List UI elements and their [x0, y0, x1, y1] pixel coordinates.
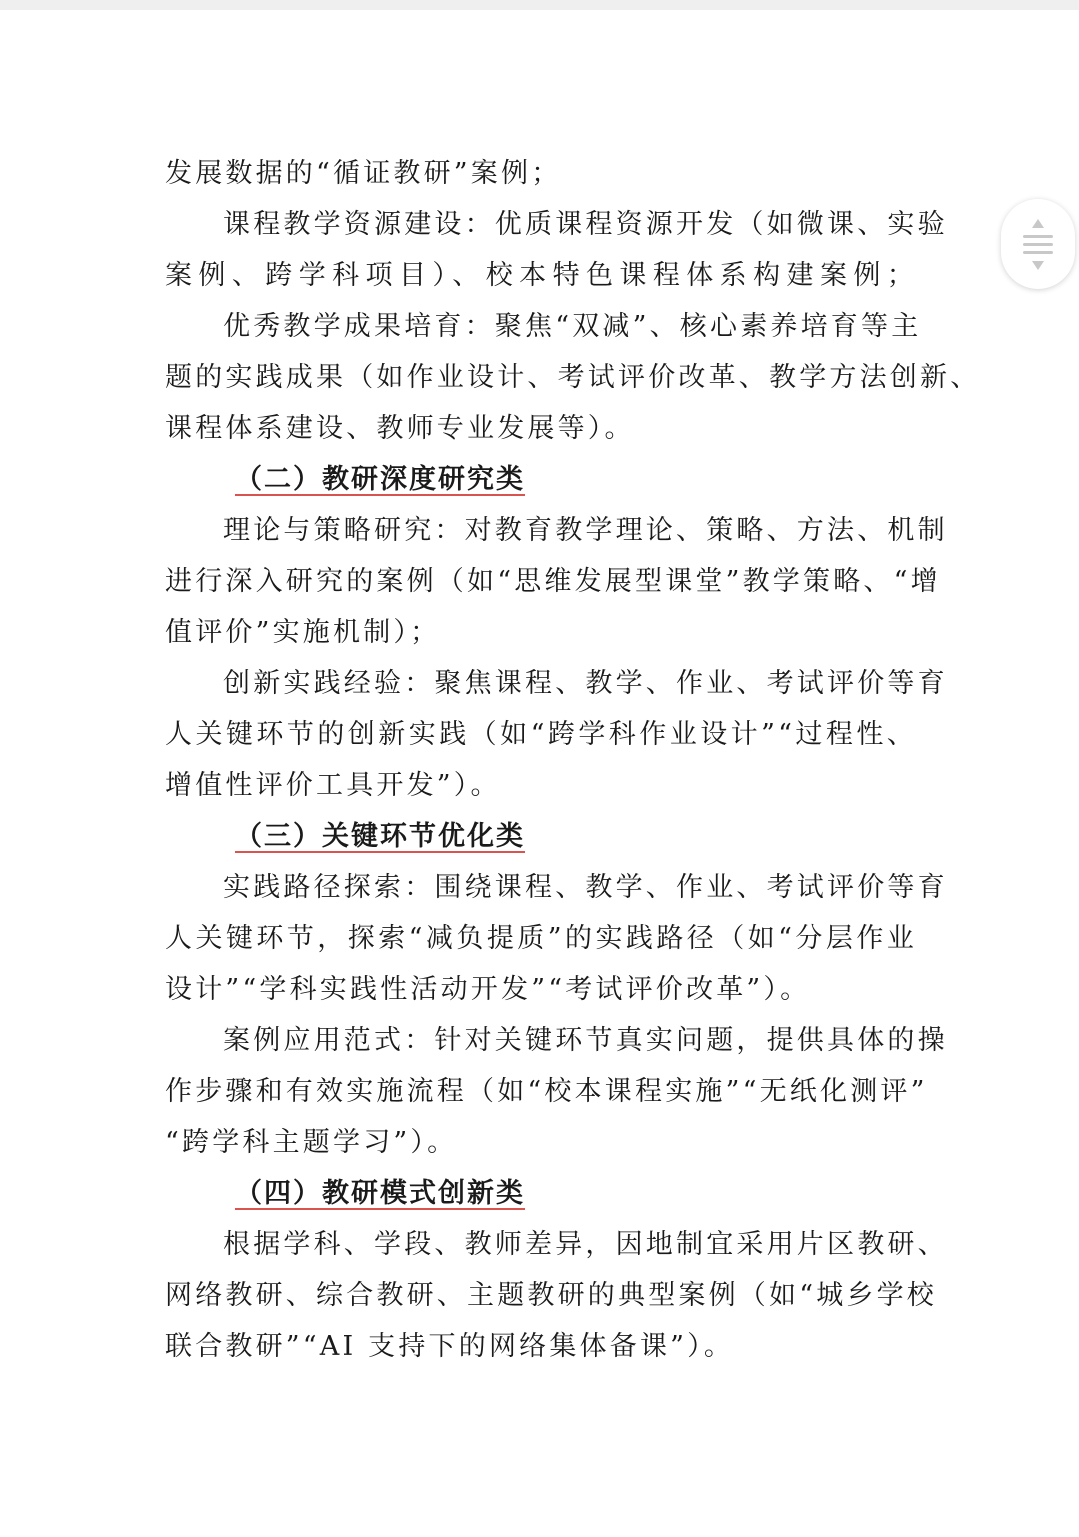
- top-status-strip: [0, 0, 1079, 10]
- body-line: “跨学科主题学习”）。: [165, 1127, 458, 1158]
- body-line: 发展数据的“循证教研”案例；: [165, 158, 562, 189]
- document-page: [165, 148, 981, 1372]
- section-heading-text: （三）关键环节优化类: [235, 821, 525, 852]
- body-line: 创新实践经验：聚焦课程、教学、作业、考试评价等育: [223, 668, 948, 699]
- body-line: 课程体系建设、教师专业发展等）。: [165, 413, 635, 444]
- section-heading: [165, 811, 917, 862]
- body-line: 课程教学资源建设：优质课程资源开发（如微课、实验: [223, 209, 948, 240]
- scroll-handle-widget[interactable]: [1001, 199, 1075, 289]
- body-line: 优秀教学成果培育：聚焦“双减”、核心素养培育等主: [223, 311, 922, 342]
- body-line: 网络教研、综合教研、主题教研的典型案例（如“城乡学校: [165, 1280, 938, 1311]
- body-line: 作步骤和有效实施流程（如“校本课程实施”“无纸化测评”: [165, 1076, 928, 1107]
- section-heading-text: （四）教研模式创新类: [235, 1178, 525, 1209]
- body-line: 联合教研”“AI 支持下的网络集体备课”）。: [165, 1331, 735, 1362]
- body-line: 案例、跨学科项目）、校本特色课程体系构建案例；: [165, 260, 917, 291]
- section-heading: [165, 1168, 917, 1219]
- body-line: 案例应用范式：针对关键环节真实问题，提供具体的操: [223, 1025, 948, 1056]
- body-line: 人关键环节的创新实践（如“跨学科作业设计”“过程性、: [165, 719, 917, 750]
- section-heading: [165, 454, 917, 505]
- chevron-down-icon[interactable]: [1032, 261, 1044, 270]
- drag-lines-icon[interactable]: [1023, 235, 1053, 259]
- body-line: 进行深入研究的案例（如“思维发展型课堂”教学策略、“增: [165, 566, 941, 597]
- body-line: 题的实践成果（如作业设计、考试评价改革、教学方法创新、: [165, 362, 981, 393]
- body-line: 根据学科、学段、教师差异，因地制宜采用片区教研、: [223, 1229, 948, 1260]
- body-line: 增值性评价工具开发”）。: [165, 770, 501, 801]
- chevron-up-icon[interactable]: [1032, 219, 1044, 228]
- section-heading-text: （二）教研深度研究类: [235, 464, 525, 495]
- body-line: 实践路径探索：围绕课程、教学、作业、考试评价等育: [223, 872, 948, 903]
- body-line: 值评价”实施机制）；: [165, 617, 441, 648]
- body-line: 人关键环节，探索“减负提质”的实践路径（如“分层作业: [165, 923, 917, 954]
- body-line: 理论与策略研究：对教育教学理论、策略、方法、机制: [223, 515, 948, 546]
- body-line: 设计”“学科实践性活动开发”“考试评价改革”）。: [165, 974, 811, 1005]
